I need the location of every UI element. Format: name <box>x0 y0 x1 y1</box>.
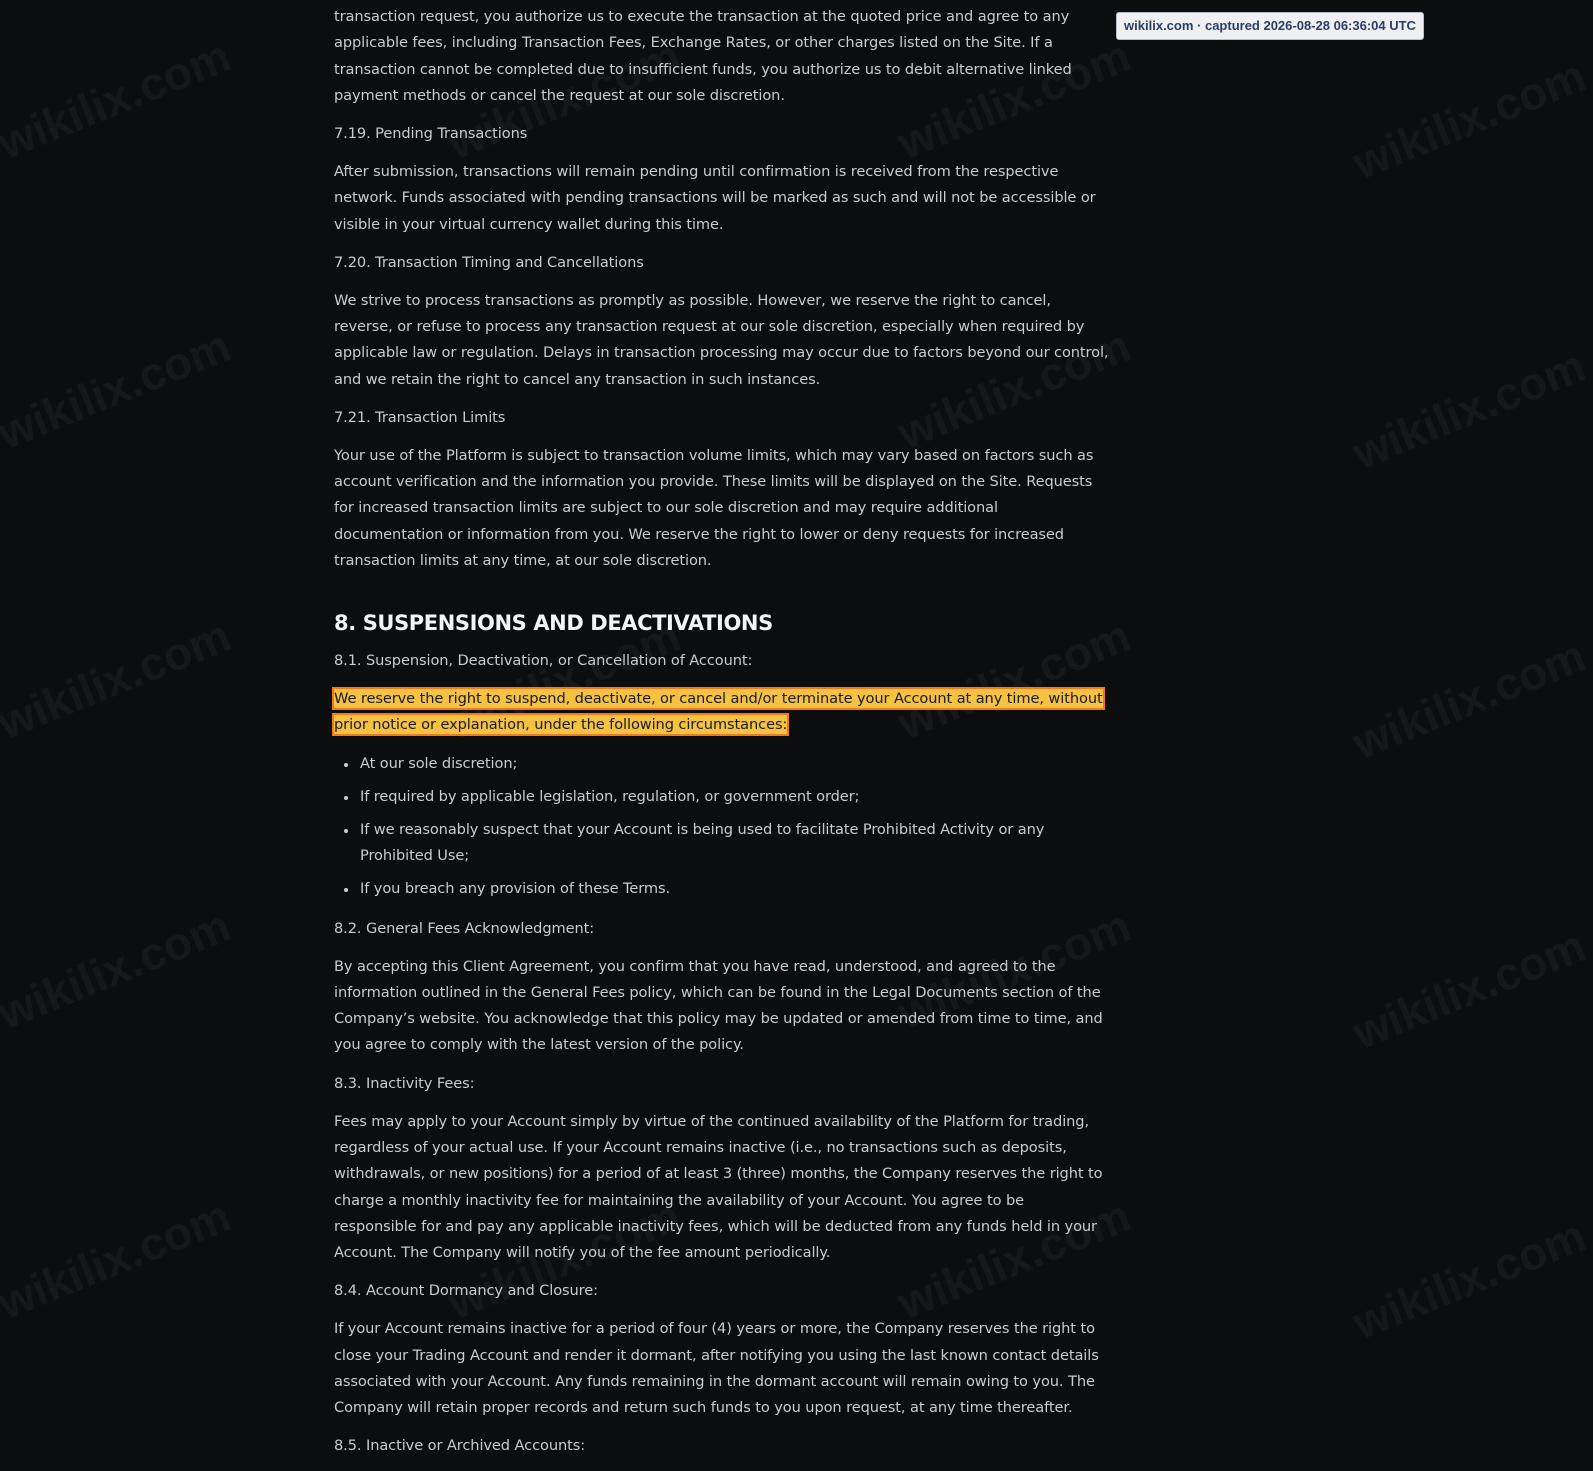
bullet-icon <box>344 763 348 767</box>
paragraph-7-19: After submission, transactions will remain pending until confirmation is received from the respective network. Funds associated with pending transactions will be marked as such and will not be accessible or visible in your virtual currency wallet during this time. <box>334 163 1096 233</box>
paragraph-8-4: If your Account remains inactive for a period of four (4) years or more, the Company reserves the right to close your Trading Account and render it dormant, after notifying you using the last known contact details associated with your Account. Any funds remaining in the dormant account will remain owing to you. The Company will retain proper records and return such funds to you upon request, at any time thereafter. <box>334 1320 1099 1416</box>
list-item-text: At our sole discretion; <box>360 754 518 772</box>
section-8-title: 8. SUSPENSIONS AND DEACTIVATIONS <box>334 611 773 636</box>
paragraph-7-18-tail: transaction request, you authorize us to execute the transaction at the quoted price and agree to any applicable fees, including Transaction Fees, Exchange Rates, or other charges listed on the Site. If a transaction cannot be completed due to insufficient funds, you authorize us to debit alternative linked payment methods or cancel the request at our sole discretion. <box>334 8 1072 104</box>
paragraph-8-2: By accepting this Client Agreement, you confirm that you have read, understood, and agreed to the information outlined in the General Fees policy, which can be found in the Legal Documents section of the Company’s website. You acknowledge that this policy may be updated or amended from time to time, and you agree to comply with the latest version of the policy. <box>334 957 1103 1054</box>
paragraph-8-3: Fees may apply to your Account simply by virtue of the continued availability of the Platform for trading, regardless of your actual use. If your Account remains inactive (i.e., no transactions such as deposits, withdrawals, or new positions) for a period of at least 3 (three) months, the Company reserves the right to charge a monthly inactivity fee for maintaining the availability of your Account. You agree to be responsible for and pay any applicable inactivity fees, which will be deducted from any funds held in your Account. The Company will notify you of the fee amount periodically. <box>334 1112 1103 1261</box>
bullet-icon <box>344 796 348 800</box>
subheading-7-19: 7.19. Pending Transactions <box>334 125 528 143</box>
list-item <box>344 751 1110 777</box>
watermark <box>1345 628 1593 770</box>
subheading-8-3: 8.3. Inactivity Fees: <box>334 1074 475 1092</box>
subheading-8-2: 8.2. General Fees Acknowledgment: <box>334 919 595 937</box>
watermark <box>1345 1208 1593 1350</box>
subheading-8-1: 8.1. Suspension, Deactivation, or Cancellation of Account: <box>334 652 753 670</box>
paragraph-7-21: Your use of the Platform is subject to transaction volume limits, which may vary based on factors such as account verification and the information you provide. These limits will be displayed on the Site. Requests for increased transaction limits are subject to our sole discretion and may require additional documentation or information from you. We reserve the right to lower or deny requests for increased transaction limits at any time, at our sole discretion. <box>334 447 1094 569</box>
paragraph-7-20: We strive to process transactions as promptly as possible. However, we reserve the right to cancel, reverse, or refuse to process any transaction request at our sole discretion, especially when required by applicable law or regulation. Delays in transaction processing may occur due to factors beyond our control, and we retain the right to cancel any transaction in such instances. <box>334 292 1109 388</box>
watermark <box>0 28 238 170</box>
subheading-8-5: 8.5. Inactive or Archived Accounts: <box>334 1437 586 1455</box>
subheading-7-20: 7.20. Transaction Timing and Cancellations <box>334 253 644 271</box>
highlighted-text: We reserve the right to suspend, deactivate, or cancel and/or terminate your Account at any time, without prior notice or explanation, under the following circumstances: <box>334 690 1103 734</box>
watermark <box>0 1188 238 1330</box>
list-item <box>344 817 1110 869</box>
watermark <box>0 898 238 1040</box>
bullet-icon <box>344 888 348 892</box>
terms-document <box>334 0 1110 1471</box>
watermark <box>0 318 238 460</box>
subheading-7-21: 7.21. Transaction Limits <box>334 408 506 426</box>
bullet-icon <box>344 829 348 833</box>
suspension-circumstances-list <box>334 751 1110 902</box>
watermark <box>1345 48 1593 190</box>
watermark <box>1345 338 1593 480</box>
watermark <box>0 608 238 750</box>
subheading-8-4: 8.4. Account Dormancy and Closure: <box>334 1282 598 1300</box>
paragraph-8-1 <box>334 686 1110 738</box>
list-item-text: If required by applicable legislation, regulation, or government order; <box>360 787 860 805</box>
list-item <box>344 784 1110 810</box>
list-item-text: If we reasonably suspect that your Account is being used to facilitate Prohibited Activity or any Prohibited Use; <box>360 820 1045 864</box>
watermark <box>1345 918 1593 1060</box>
list-item-text: If you breach any provision of these Terms. <box>360 879 671 897</box>
list-item <box>344 876 1110 902</box>
capture-timestamp-badge: wikilix.com · captured 2026-08-28 06:36:04 UTC <box>1116 12 1424 40</box>
